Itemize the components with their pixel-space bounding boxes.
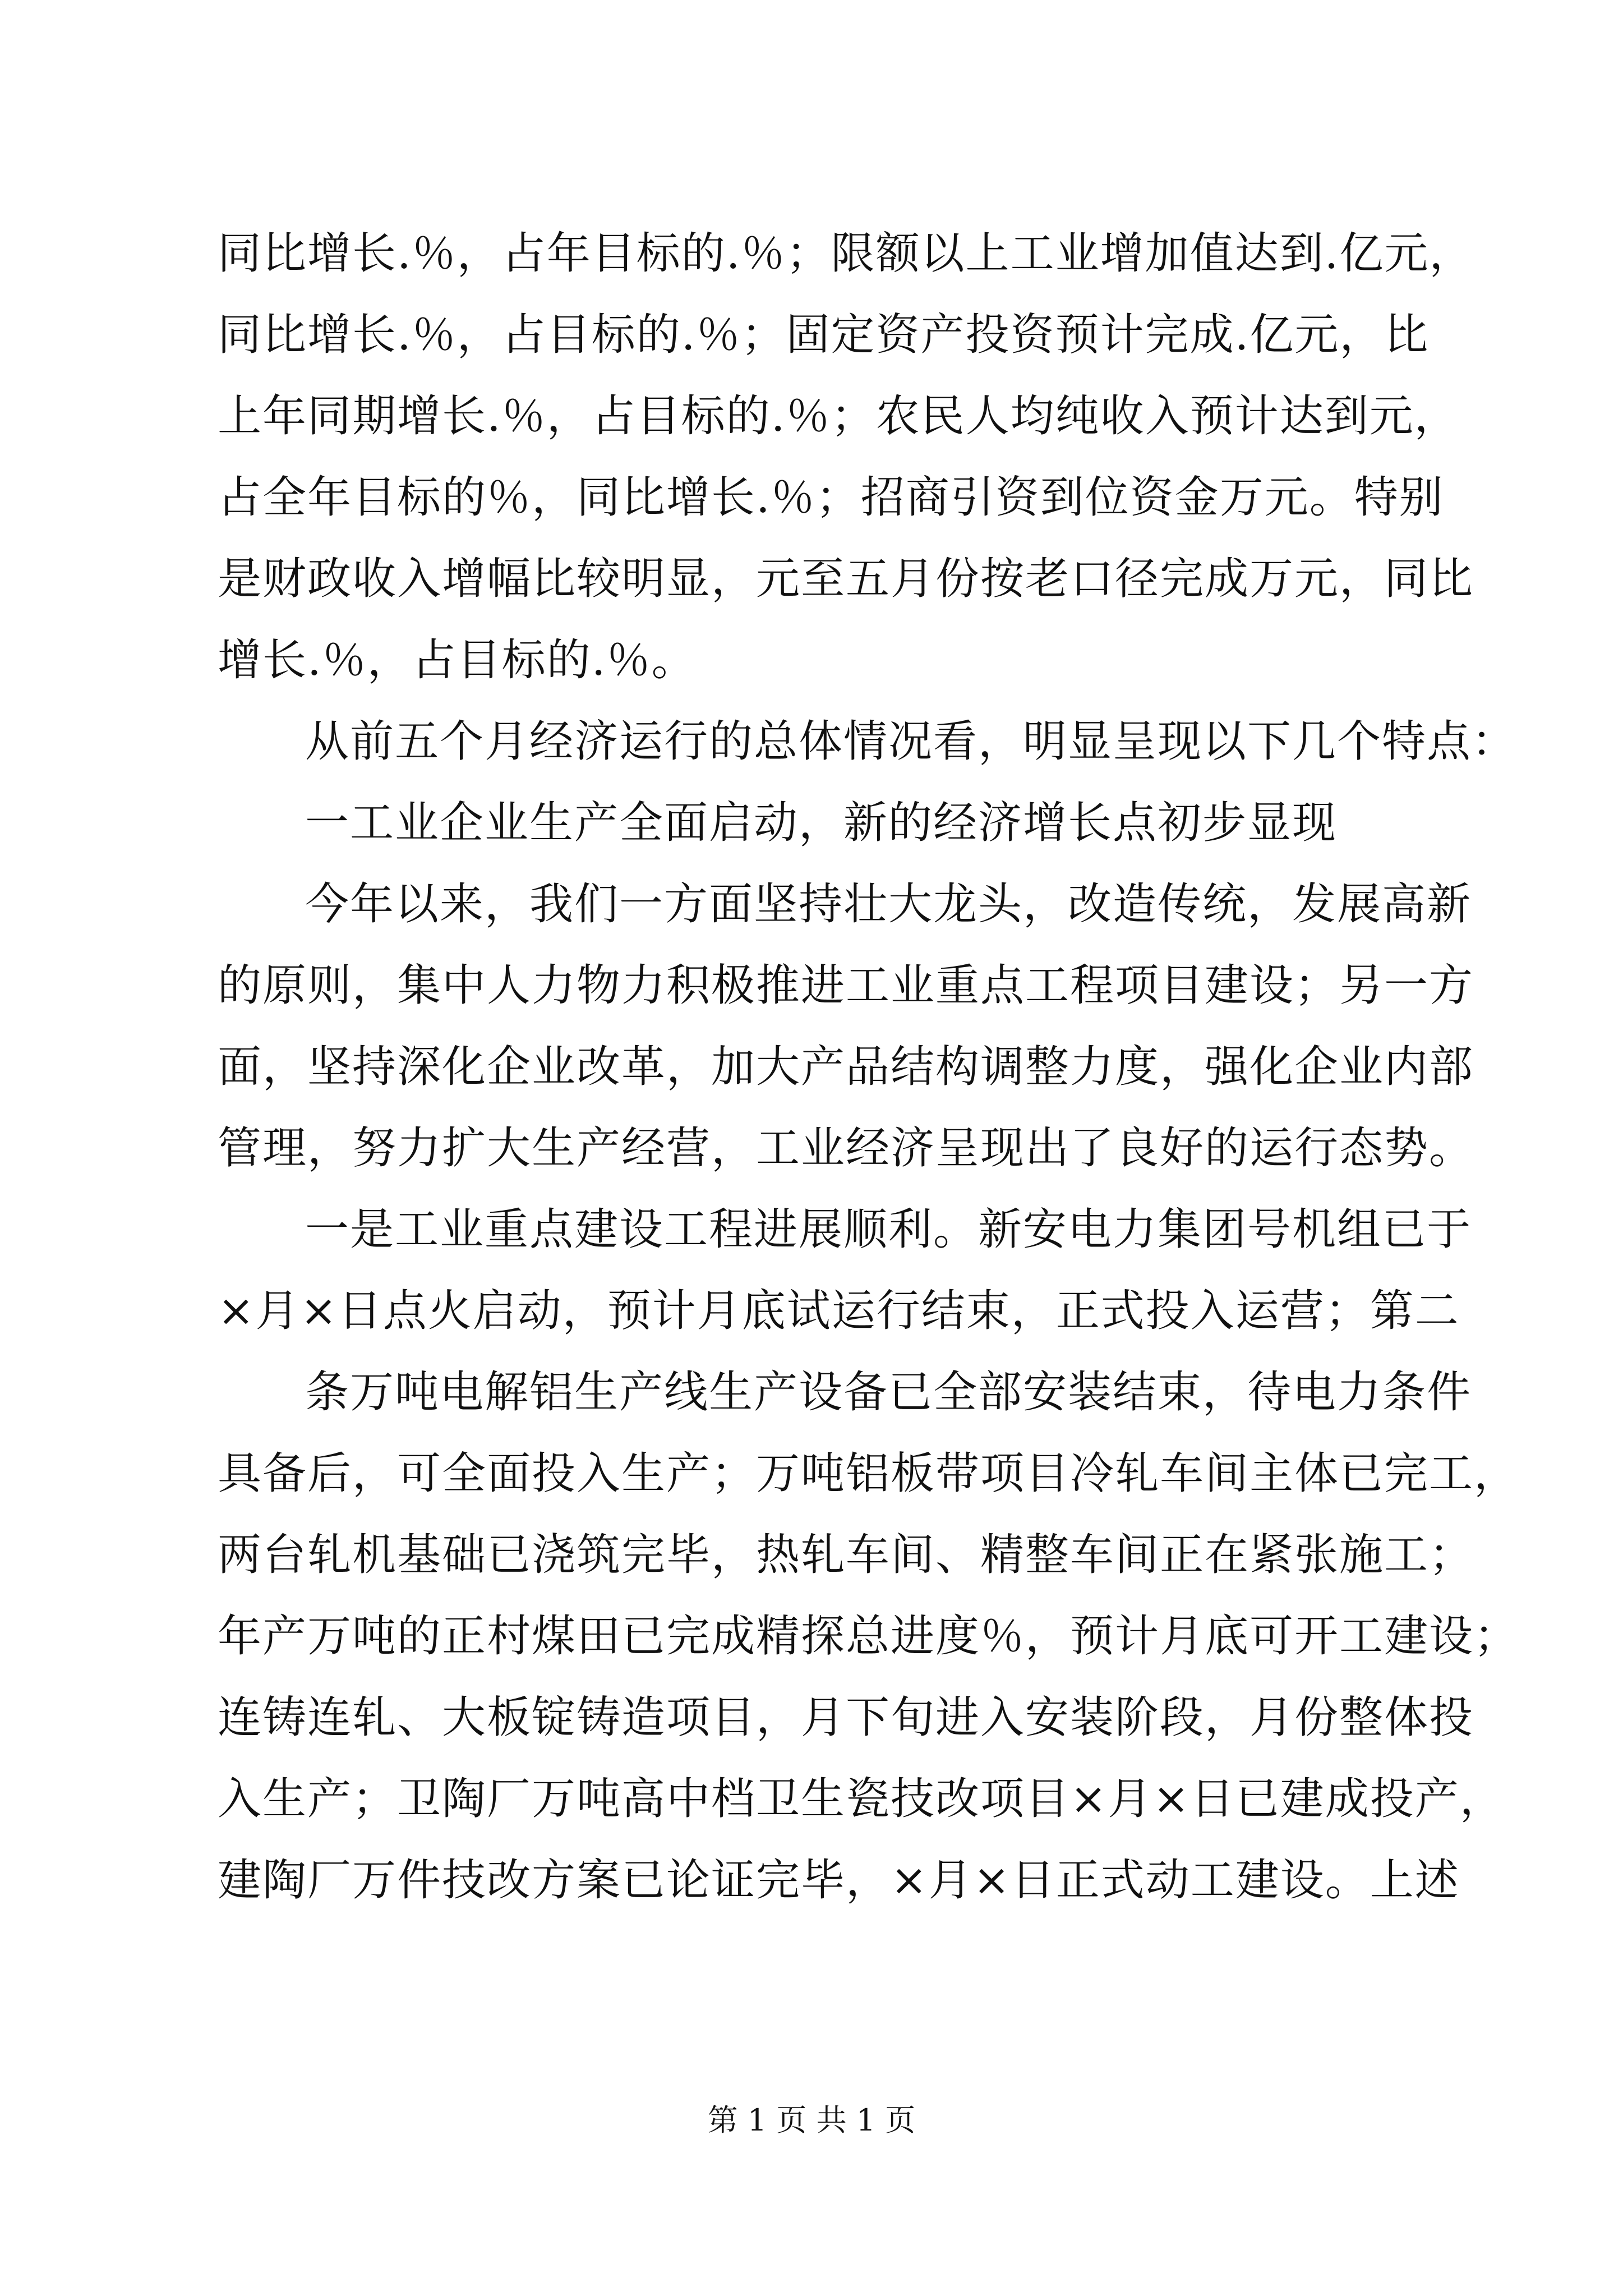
- text-line: 连铸连轧、大板锭铸造项目，月下旬进入安装阶段，月份整体投: [218, 1692, 1474, 1743]
- text-line: 占全年目标的％，同比增长.％；招商引资到位资金万元。特别: [218, 472, 1444, 523]
- text-line: 增长.％，占目标的.％。: [218, 635, 697, 685]
- page-number-label: 第 1 页 共 1 页: [707, 2102, 916, 2138]
- text-line: 两台轧机基础已浇筑完毕，热轧车间、精整车间正在紧张施工；: [218, 1530, 1474, 1580]
- text-line: 的原则，集中人力物力积极推进工业重点工程项目建设；另一方: [218, 960, 1474, 1011]
- text-line: 建陶厂万件技改方案已论证完毕，×月×日正式动工建设。上述: [218, 1855, 1460, 1906]
- text-line: ×月×日点火启动，预计月底试运行结束，正式投入运营；第二: [218, 1286, 1460, 1336]
- text-line: 年产万吨的正村煤田已完成精探总进度％，预计月底可开工建设；: [218, 1611, 1519, 1662]
- text-line: 是财政收入增幅比较明显，元至五月份按老口径完成万元，同比: [218, 554, 1474, 604]
- text-line: 管理，努力扩大生产经营，工业经济呈现出了良好的运行态势。: [218, 1123, 1474, 1174]
- text-line: 具备后，可全面投入生产；万吨铝板带项目冷轧车间主体已完工，: [218, 1448, 1519, 1499]
- text-line: 入生产；卫陶厂万吨高中档卫生瓷技改项目×月×日已建成投产，: [218, 1774, 1505, 1824]
- text-line: 条万吨电解铝生产线生产设备已全部安装结束，待电力条件: [305, 1367, 1472, 1418]
- text-line: 面，坚持深化企业改革，加大产品结构调整力度，强化企业内部: [218, 1042, 1474, 1092]
- text-line: 从前五个月经济运行的总体情况看，明显呈现以下几个特点：: [305, 716, 1517, 767]
- section-heading: 一工业企业生产全面启动，新的经济增长点初步显现: [305, 798, 1338, 848]
- text-line: 一是工业重点建设工程进展顺利。新安电力集团号机组已于: [305, 1204, 1472, 1255]
- text-line: 今年以来，我们一方面坚持壮大龙头，改造传统，发展高新: [305, 879, 1472, 930]
- text-line: 同比增长.％，占年目标的.％；限额以上工业增加值达到.亿元，: [218, 228, 1474, 279]
- text-line: 同比增长.％，占目标的.％；固定资产投资预计完成.亿元，比: [218, 310, 1430, 360]
- document-body: [218, 213, 1519, 1921]
- page-footer: [0, 2101, 1623, 2140]
- text-line: 上年同期增长.％，占目标的.％；农民人均纯收入预计达到元，: [218, 391, 1459, 441]
